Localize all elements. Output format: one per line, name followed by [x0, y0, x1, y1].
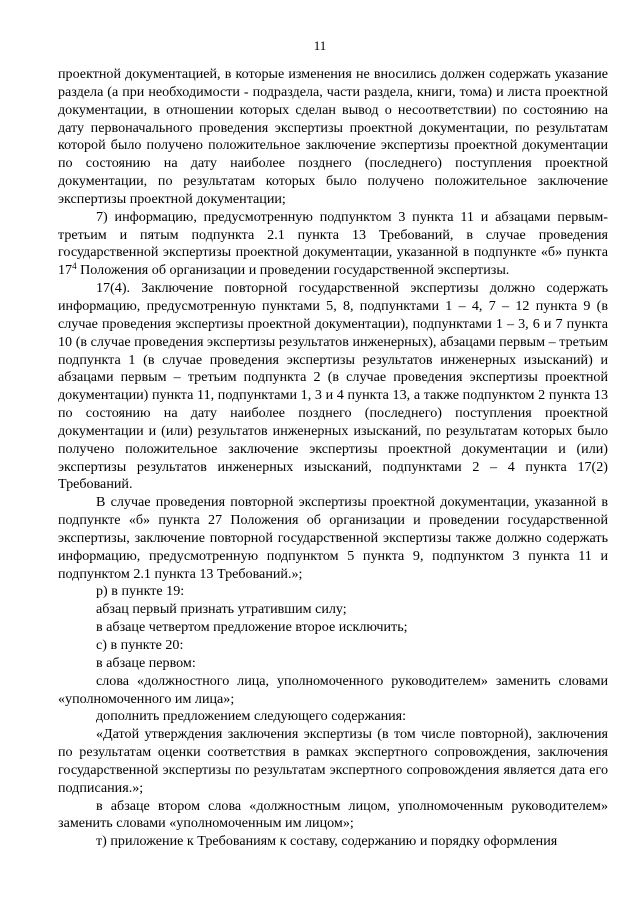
paragraph-item-7 — [58, 209, 608, 280]
paragraph-repeat-expertise: В случае проведения повторной экспертизы проектной документации, указанной в подпункте «б» пункта 27 Положения об организации и проведении государственной экспертизы, заключение повторной государственной экспертизы также должно содержать информацию, предусмотренную подпунктом 5 пункта 9, подпунктом 3 пункта 11 и подпунктом 2.1 пункта 13 Требований.»; — [58, 494, 608, 582]
paragraph-item-7-tail: Положения об организации и проведении государственной экспертизы. — [76, 262, 510, 279]
paragraph-17-4: 17(4). Заключение повторной государственной экспертизы должно содержать информацию, предусмотренную пунктами 5, 8, подпунктами 1 – 4, 7 – 12 пункта 9 (в случае проведения экспертизы проектной документации), подпунктами 1 – 3, 6 и 7 пункта 10 (в случае проведения экспертизы результатов инженерных), абзацами первым – третьим подпункта 1 (в случае проведения экспертизы результатов инженерных изысканий) и абзацами первым – третьим подпункта 2 (в случае проведения экспертизы проектной документации) пункта 11, подпунктами 1, 3 и 4 пункта 13, а также подпунктом 2 пункта 13 по состоянию на дату наиболее позднего (последнего) поступления проектной документации и (или) результатов инженерных изысканий, по результатам которых было получено положительное заключение экспертизы проектной документации и (или) экспертизы результатов инженерных изысканий, подпунктами 2 – 4 пункта 17(2) Требований. — [58, 280, 608, 493]
paragraph-item-7-text: 7) информацию, предусмотренную подпунктом 3 пункта 11 и абзацами первым-третьим и пятым подпункта 2.1 пункта 13 Требований, в случае проведения государственной экспертизы проектной документации, указанной в подпункте «б» пункта 17 — [58, 208, 608, 279]
paragraph-item-r: р) в пункте 19: — [96, 583, 185, 600]
paragraph-item-t: т) приложение к Требованиям к составу, содержанию и порядку оформления — [96, 833, 558, 850]
paragraph-approval-date: «Датой утверждения заключения экспертизы (в том числе повторной), заключения по результатам оценки соответствия в рамках экспертного сопровождения, заключения государственной экспертизы по результатам экспертного сопровождения является дата его подписания.»; — [58, 726, 608, 796]
paragraph-replace-words: слова «должностного лица, уполномоченного руководителем» заменить словами «уполномоченного им лица»; — [58, 672, 608, 707]
paragraph-second-abzac: в абзаце втором слова «должностным лицом, уполномоченным руководителем» заменить словами «уполномоченным им лицом»; — [58, 797, 608, 832]
paragraph-item-s: с) в пункте 20: — [96, 637, 184, 653]
document-body — [58, 66, 608, 851]
paragraph-supplement: дополнить предложением следующего содержания: — [96, 708, 407, 725]
paragraph-fourth-abzac: в абзаце четвертом предложение второе исключить; — [96, 619, 408, 636]
superscript-index: 4 — [72, 261, 77, 272]
paragraph-first-abzac: абзац первый признать утратившим силу; — [96, 601, 347, 618]
paragraph-continuation: проектной документацией, в которые изменения не вносились должен содержать указание раздела (а при необходимости - подраздела, части раздела, книги, тома) и листа проектной документации, в отношении которых сделан вывод о несоответствии) по состоянию на дату первоначального проведения экспертизы проектной документации, по результатам которой было получено положительное заключение экспертизы проектной документации по состоянию на дату наиболее позднего (последнего) поступления проектной документации, по результатам которых было получено положительное заключение экспертизы проектной документации; — [58, 66, 608, 207]
page-number: 11 — [313, 38, 327, 53]
paragraph-in-first-abzac: в абзаце первом: — [96, 654, 196, 671]
